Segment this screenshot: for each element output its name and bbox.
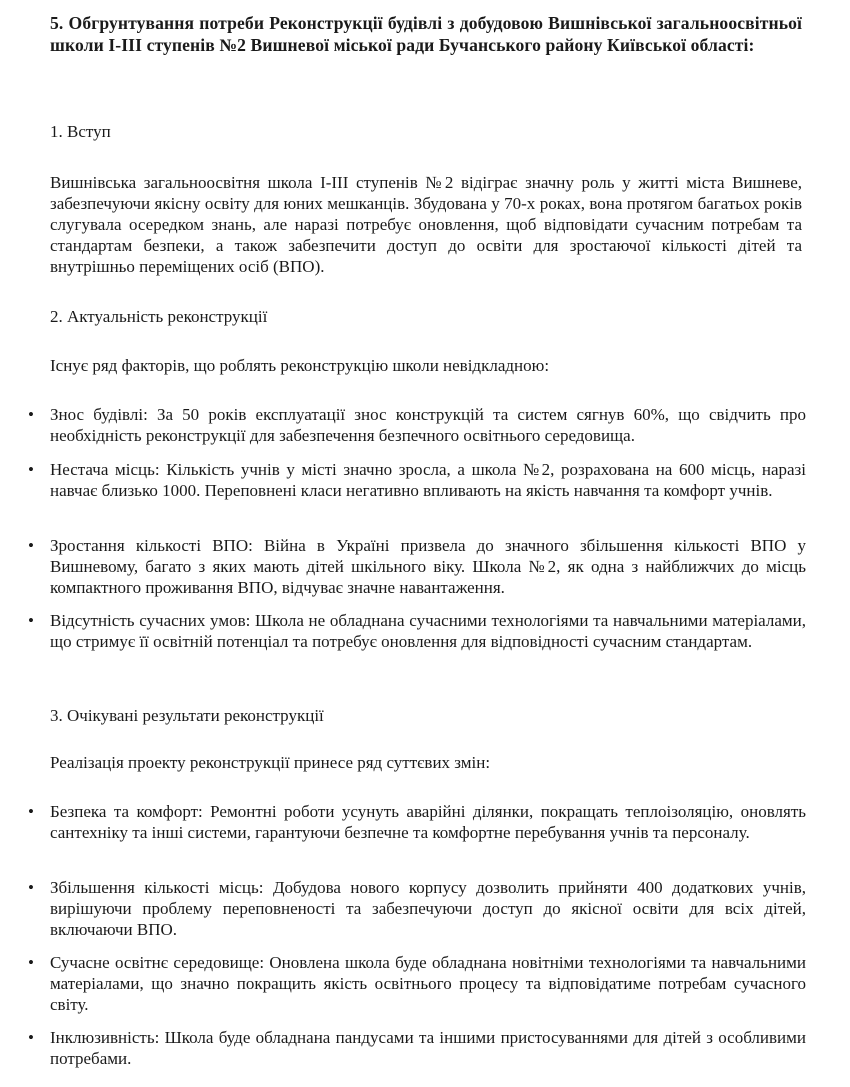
- document-title: 5. Обгрунтування потреби Реконструкції будівлі з добудовою Вишнівської загальноосвітньої школи І-ІІІ ступенів №2 Вишневої міської ради Бучанського району Київської області:: [50, 13, 802, 55]
- bullet-marker: •: [28, 953, 34, 972]
- list-item: Інклюзивність: Школа буде обладнана пандусами та іншими пристосуваннями для дітей з особливими потребами.: [50, 1028, 806, 1068]
- bullet-marker: •: [28, 1028, 34, 1047]
- bullet-marker: •: [28, 611, 34, 630]
- list-item: Збільшення кількості місць: Добудова нового корпусу дозволить прийняти 400 додаткових учнів, вирішуючи проблему переповненості та забезпечуючи доступ до якісної освіти для всіх дітей, включаючи ВПО.: [50, 878, 806, 939]
- bullet-marker: •: [28, 536, 34, 555]
- list-item: Зростання кількості ВПО: Війна в Україні призвела до значного збільшення кількості ВПО у Вишневому, багато з яких мають дітей шкільного віку. Школа №2, як одна з найближчих до місць компактного проживання ВПО, відчуває значне навантаження.: [50, 536, 806, 597]
- list-item: Відсутність сучасних умов: Школа не обладнана сучасними технологіями та навчальними матеріалами, що стримує її освітній потенціал та потребує оновлення для відповідності сучасним стандартам.: [50, 611, 806, 651]
- list-item: Сучасне освітнє середовище: Оновлена школа буде обладнана новітніми технологіями та навчальними матеріалами, що значно покращить якість освітнього процесу та відповідатиме потребам сучасного світу.: [50, 953, 806, 1014]
- bullet-marker: •: [28, 405, 34, 424]
- bullet-marker: •: [28, 802, 34, 821]
- section-heading-introduction: 1. Вступ: [50, 122, 111, 141]
- section-heading-expected-results: 3. Очікувані результати реконструкції: [50, 706, 324, 725]
- list-item: Знос будівлі: За 50 років експлуатації знос конструкцій та систем сягнув 60%, що свідчить про необхідність реконструкції для забезпечення безпечного освітнього середовища.: [50, 405, 806, 445]
- list-item: Нестача місць: Кількість учнів у місті значно зросла, а школа №2, розрахована на 600 місць, наразі навчає близько 1000. Переповнені класи негативно впливають на якість навчання та комфорт учнів.: [50, 460, 806, 500]
- bullet-marker: •: [28, 878, 34, 897]
- bullet-marker: •: [28, 460, 34, 479]
- section-heading-relevance: 2. Актуальність реконструкції: [50, 307, 268, 326]
- results-intro-paragraph: Реалізація проекту реконструкції принесе ряд суттєвих змін:: [50, 753, 491, 772]
- relevance-intro-paragraph: Існує ряд факторів, що роблять реконструкцію школи невідкладною:: [50, 356, 550, 375]
- introduction-paragraph: Вишнівська загальноосвітня школа І-ІІІ ступенів №2 відіграє значну роль у житті міста Вишневе, забезпечуючи якісну освіту для юних мешканців. Збудована у 70-х роках, вона протягом багатьох років слугувала осередком знань, але наразі потребує оновлення, щоб відповідати сучасним потребам та стандартам безпеки, а також забезпечити доступ до освіти для зростаючої кількості дітей та внутрішньо переміщених осіб (ВПО).: [50, 173, 802, 276]
- list-item: Безпека та комфорт: Ремонтні роботи усунуть аварійні ділянки, покращать теплоізоляцію, оновлять сантехніку та інші системи, гарантуючи безпечне та комфортне перебування учнів та персоналу.: [50, 802, 806, 842]
